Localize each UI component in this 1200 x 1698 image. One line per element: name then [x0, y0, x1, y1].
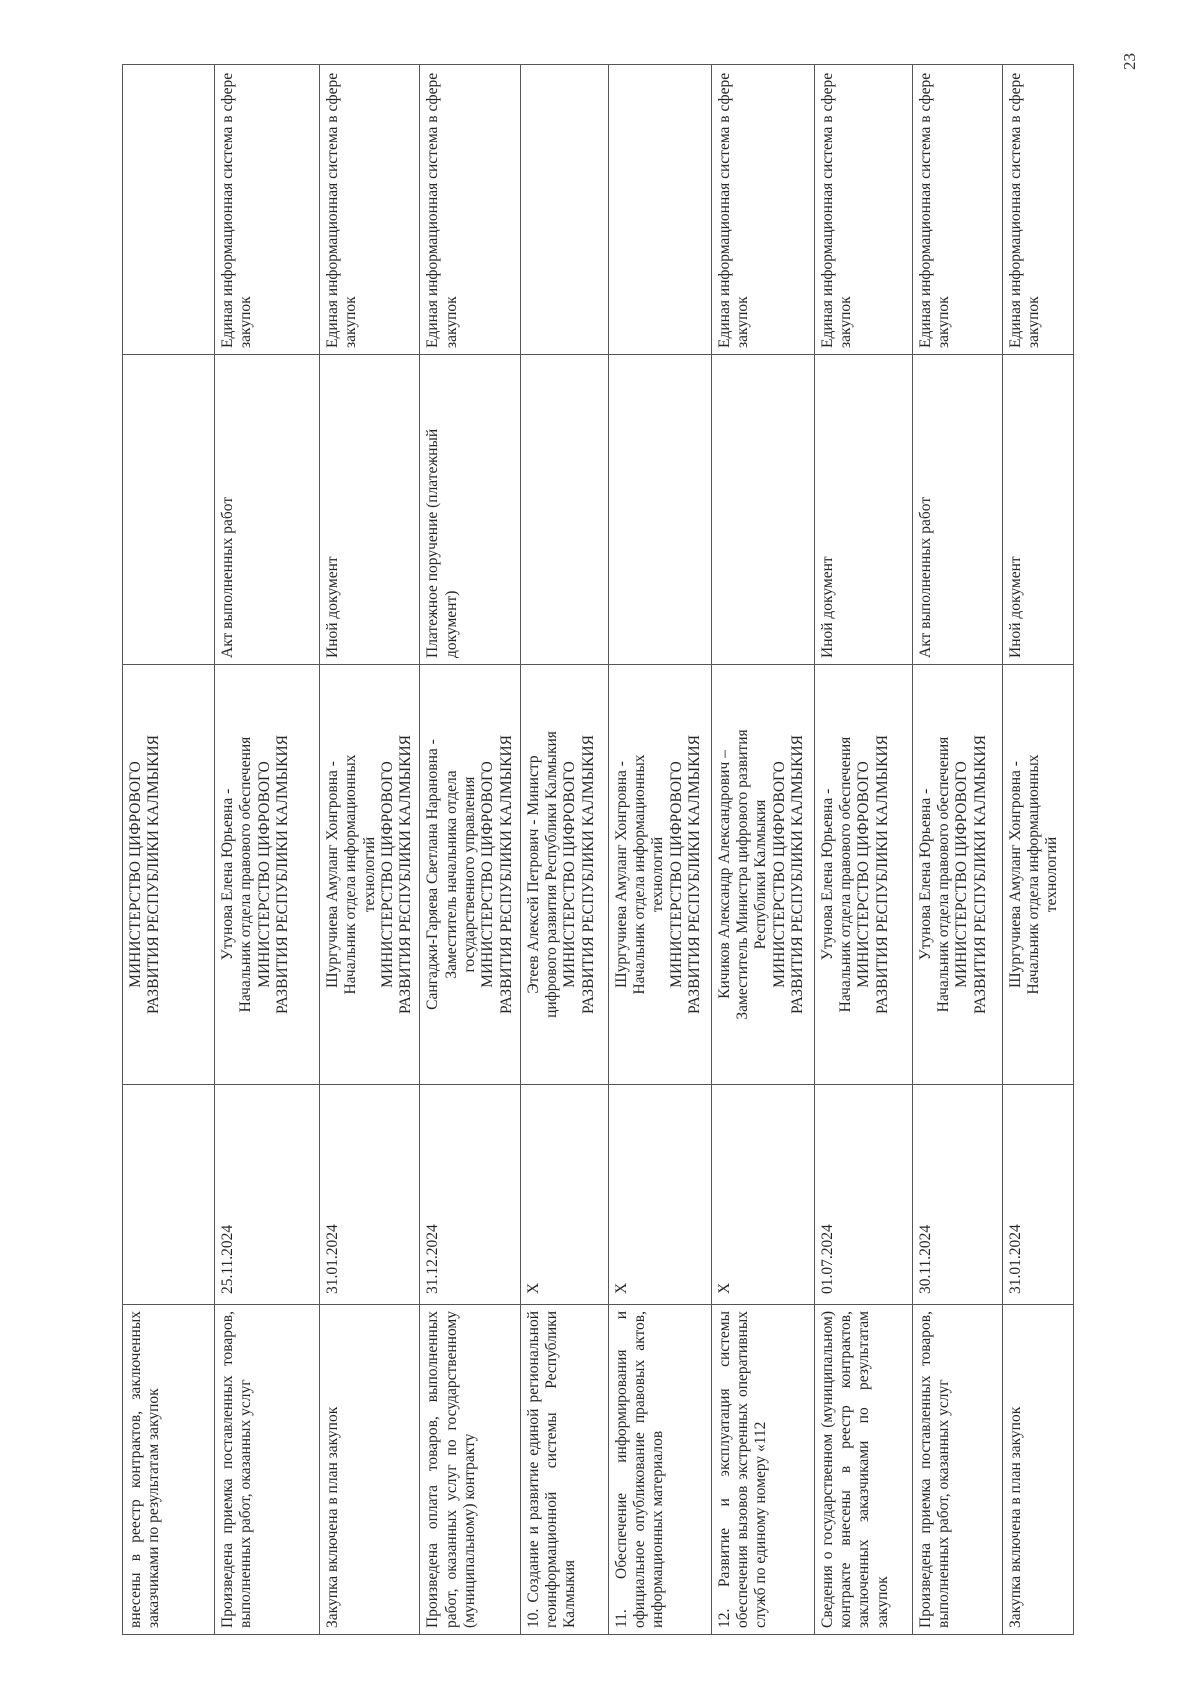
responsible-person-cell: [711, 665, 814, 1085]
deadline-date-cell: 25.11.2024: [215, 1085, 320, 1305]
responsible-line: РАЗВИТИЯ РЕСПУБЛИКИ КАЛМЫКИЯ: [971, 734, 989, 1015]
deadline-date-cell: 01.07.2024: [814, 1085, 912, 1305]
responsible-line: Начальник отдела информационных: [342, 754, 360, 995]
table-row: [1002, 65, 1073, 1635]
event-description-cell: Сведения о государственном (муниципальном) контракте внесены в реестр контрактов, заключенных заказчиками по результатам закупок: [814, 1305, 912, 1635]
responsible-line: МИНИСТЕРСТВО ЦИФРОВОГО: [479, 761, 497, 988]
responsible-line: технологий: [360, 836, 378, 913]
event-description-cell: 12. Развитие и эксплуатация системы обеспечения вызовов экстренных оперативных служб по единому номеру «112: [711, 1305, 814, 1635]
responsible-line: РАЗВИТИЯ РЕСПУБЛИКИ КАЛМЫКИЯ: [873, 734, 891, 1015]
event-description-cell: Закупка включена в план закупок: [320, 1305, 420, 1635]
table-row: [215, 65, 320, 1635]
responsible-line: Начальник отдела информационных: [631, 754, 649, 995]
responsible-person-cell: [123, 665, 215, 1085]
responsible-line: Этеев Алексей Петрович - Министр: [524, 755, 542, 994]
responsible-line: Кичиков Александр Александрович –: [715, 750, 733, 999]
document-type-cell: [711, 355, 814, 665]
responsible-line: Начальник отдела правового обеспечения: [935, 736, 953, 1013]
information-system-cell: Единая информационная система в сфере закупок: [215, 65, 320, 355]
responsible-line: Заместитель начальника отдела: [442, 770, 460, 979]
event-description-cell: Произведена приемка поставленных товаров, выполненных работ, оказанных услуг: [215, 1305, 320, 1635]
responsible-line: МИНИСТЕРСТВО ЦИФРОВОГО: [667, 761, 685, 988]
deadline-date-cell: X: [711, 1085, 814, 1305]
responsible-line: Сангаджи-Гаряева Светлана Нарановна -: [424, 739, 442, 1010]
information-system-cell: Единая информационная система в сфере закупок: [1002, 65, 1073, 355]
responsible-person-cell: [215, 665, 320, 1085]
document-type-cell: Иной документ: [320, 355, 420, 665]
responsible-line: Шургучиева Амуланг Хонгровна -: [1006, 761, 1024, 988]
event-description-cell: Произведена приемка поставленных товаров, выполненных работ, оказанных услуг: [912, 1305, 1002, 1635]
event-description-cell: Произведена оплата товаров, выполненных работ, оказанных услуг по государственному (муниципальному) контракту: [420, 1305, 520, 1635]
table-row: [912, 65, 1002, 1635]
responsible-person-cell: [420, 665, 520, 1085]
responsible-line: РАЗВИТИЯ РЕСПУБЛИКИ КАЛМЫКИЯ: [397, 734, 415, 1015]
responsible-line: Республики Калмыкия: [752, 799, 770, 950]
document-type-cell: [608, 355, 711, 665]
responsible-line: технологий: [1043, 836, 1061, 913]
responsible-line: Начальник отдела правового обеспечения: [837, 736, 855, 1013]
responsible-line: МИНИСТЕРСТВО ЦИФРОВОГО: [378, 761, 396, 988]
responsible-line: Шургучиева Амуланг Хонгровна -: [612, 761, 630, 988]
responsible-person-cell: [520, 665, 608, 1085]
information-system-cell: Единая информационная система в сфере закупок: [320, 65, 420, 355]
responsible-person-cell: [912, 665, 1002, 1085]
responsible-line: РАЗВИТИЯ РЕСПУБЛИКИ КАЛМЫКИЯ: [685, 734, 703, 1015]
responsible-line: цифрового развития Республики Калмыкия: [543, 731, 561, 1018]
responsible-person-cell: [814, 665, 912, 1085]
deadline-date-cell: 31.12.2024: [420, 1085, 520, 1305]
table-row: [711, 65, 814, 1635]
information-system-cell: [520, 65, 608, 355]
responsible-line: МИНИСТЕРСТВО ЦИФРОВОГО: [953, 761, 971, 988]
responsible-line: МИНИСТЕРСТВО ЦИФРОВОГО: [127, 761, 144, 988]
responsible-line: РАЗВИТИЯ РЕСПУБЛИКИ КАЛМЫКИЯ: [273, 734, 291, 1015]
responsible-line: Утунова Елена Юрьевна -: [916, 788, 934, 961]
responsible-line: государственного управления: [460, 776, 478, 973]
responsible-line: РАЗВИТИЯ РЕСПУБЛИКИ КАЛМЫКИЯ: [579, 734, 597, 1015]
responsible-line: Начальник отдела информационных: [1025, 754, 1043, 995]
responsible-line: Шургучиева Амуланг Хонгровна -: [324, 761, 341, 988]
responsible-line: МИНИСТЕРСТВО ЦИФРОВОГО: [855, 761, 873, 988]
responsible-line: МИНИСТЕРСТВО ЦИФРОВОГО: [770, 761, 788, 988]
information-system-cell: [123, 65, 215, 355]
document-type-cell: Иной документ: [1002, 355, 1073, 665]
deadline-date-cell: [123, 1085, 215, 1305]
deadline-date-cell: X: [608, 1085, 711, 1305]
event-description-cell: 11. Обеспечение информирования и официальное опубликование правовых актов, информационных материалов: [608, 1305, 711, 1635]
table-row: [320, 65, 420, 1635]
responsible-line: МИНИСТЕРСТВО ЦИФРОВОГО: [561, 761, 579, 988]
document-type-cell: [520, 355, 608, 665]
responsible-line: Заместитель Министра цифрового развития: [734, 729, 752, 1020]
table-body: [123, 65, 1074, 1635]
responsible-line: РАЗВИТИЯ РЕСПУБЛИКИ КАЛМЫКИЯ: [145, 734, 163, 1015]
information-system-cell: Единая информационная система в сфере закупок: [814, 65, 912, 355]
rotated-table-container: [122, 65, 1072, 1635]
event-description-cell: внесены в реестр контрактов, заключенных заказчиками по результатам закупок: [123, 1305, 215, 1635]
table-row: [814, 65, 912, 1635]
deadline-date-cell: 30.11.2024: [912, 1085, 1002, 1305]
plan-table: [122, 64, 1074, 1635]
responsible-line: МИНИСТЕРСТВО ЦИФРОВОГО: [255, 761, 273, 988]
deadline-date-cell: 31.01.2024: [320, 1085, 420, 1305]
responsible-person-cell: [608, 665, 711, 1085]
document-type-cell: Акт выполненных работ: [912, 355, 1002, 665]
deadline-date-cell: 31.01.2024: [1002, 1085, 1073, 1305]
responsible-line: Начальник отдела правового обеспечения: [237, 736, 255, 1013]
information-system-cell: Единая информационная система в сфере закупок: [912, 65, 1002, 355]
document-type-cell: Платежное поручение (платежный документ): [420, 355, 520, 665]
document-type-cell: [123, 355, 215, 665]
event-description-cell: 10. Создание и развитие единой региональной геоинформационной системы Республики Калмыкия: [520, 1305, 608, 1635]
responsible-line: РАЗВИТИЯ РЕСПУБЛИКИ КАЛМЫКИЯ: [788, 734, 806, 1015]
responsible-line: Утунова Елена Юрьевна -: [219, 788, 236, 961]
event-description-cell: Закупка включена в план закупок: [1002, 1305, 1073, 1635]
table-row: [420, 65, 520, 1635]
information-system-cell: [608, 65, 711, 355]
document-type-cell: Акт выполненных работ: [215, 355, 320, 665]
responsible-line: РАЗВИТИЯ РЕСПУБЛИКИ КАЛМЫКИЯ: [497, 734, 515, 1015]
responsible-line: технологий: [649, 836, 667, 913]
table-row: [123, 65, 215, 1635]
information-system-cell: Единая информационная система в сфере закупок: [711, 65, 814, 355]
table-row: [520, 65, 608, 1635]
responsible-person-cell: [1002, 665, 1073, 1085]
page-number: 23: [1120, 53, 1139, 70]
responsible-line: Утунова Елена Юрьевна -: [818, 788, 836, 961]
information-system-cell: Единая информационная система в сфере закупок: [420, 65, 520, 355]
responsible-person-cell: [320, 665, 420, 1085]
deadline-date-cell: X: [520, 1085, 608, 1305]
table-row: [608, 65, 711, 1635]
document-type-cell: Иной документ: [814, 355, 912, 665]
